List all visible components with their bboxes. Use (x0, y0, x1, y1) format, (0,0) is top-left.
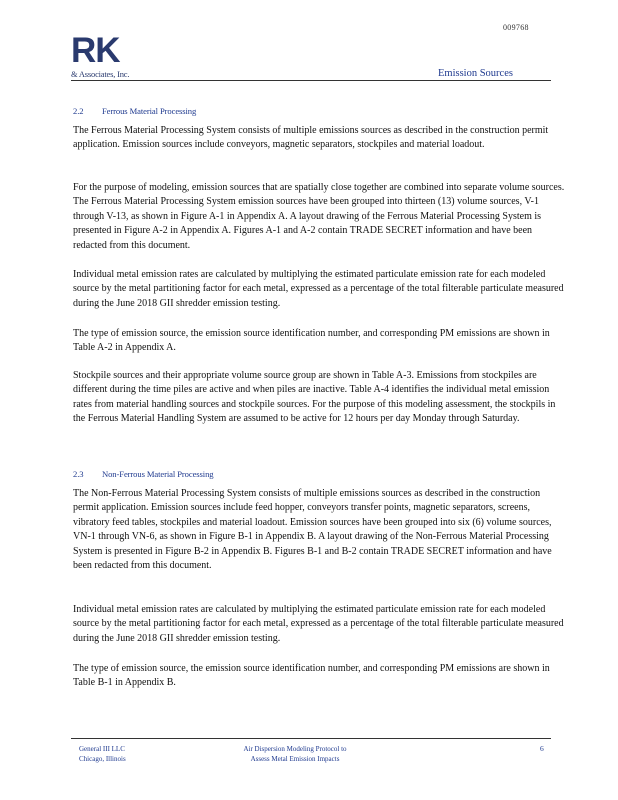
section-title: Non-Ferrous Material Processing (102, 469, 214, 479)
section-title: Ferrous Material Processing (102, 106, 197, 116)
section-heading-2-2 (73, 106, 196, 116)
logo-subtitle: & Associates, Inc. (71, 69, 130, 79)
paragraph: Individual metal emission rates are calculated by multiplying the estimated particulate emission rate for each modeled source by the metal partitioning factor for each metal, expressed as a percentage of the total filterable particulate measured during the June 2018 GII shredder emission testing. (73, 269, 564, 309)
section-number: 2.3 (73, 469, 84, 479)
logo-letters: RK (71, 31, 120, 70)
footer-client-name: General III LLC (79, 745, 125, 753)
paragraph: For the purpose of modeling, emission sources that are spatially close together are combined into separate volume sources. The Ferrous Material Processing System emission sources have been grouped into thirteen (13) volume sources, V-1 through V-13, as shown in Figure A-1 in Appendix A. A layout drawing of the Ferrous Material Processing System is presented in Figure A-2 in Appendix A. Figures A-1 and A-2 contain TRADE SECRET information and have been redacted from this document. (73, 182, 565, 251)
footer-document-title (240, 744, 350, 764)
header-rule (71, 80, 551, 81)
section-number: 2.2 (73, 106, 84, 116)
paragraph: The type of emission source, the emission source identification number, and corresponding PM emissions are shown in Table A-2 in Appendix A. (73, 328, 550, 354)
running-header-title: Emission Sources (438, 68, 513, 79)
paragraph: Individual metal emission rates are calculated by multiplying the estimated particulate emission rate for each modeled source by the metal partitioning factor for each metal, expressed as a percentage of the total filterable particulate measured during the June 2018 GII shredder emission testing. (73, 604, 564, 644)
footer-rule (71, 738, 551, 739)
paragraph: Stockpile sources and their appropriate volume source group are shown in Table A-3. Emissions from stockpiles are different during the time piles are active and when piles are inactive. Table A-4 identifies the individual metal emission rates from material handling sources and stockpile sources. For the purpose of this modeling assessment, the stockpils in the Ferrous Material Handling System are assumed to be active for 12 hours per day Monday through Saturday. (73, 370, 556, 425)
paragraph: The type of emission source, the emission source identification number, and corresponding PM emissions are shown in Table B-1 in Appendix B. (73, 663, 550, 689)
page-number: 6 (540, 744, 544, 753)
footer-client-location: Chicago, Illinois (79, 755, 126, 763)
paragraph: The Non-Ferrous Material Processing System consists of multiple emissions sources as described in the construction permit application. Emission sources include feed hopper, conveyors transfer points, magnetic separators, screens, vibratory feed tables, stockpiles and material loadout. Emission sources have been grouped into six (6) volume sources, VN-1 through VN-6, as shown in Figure B-1 in Appendix B. A layout drawing of the Non-Ferrous Material Processing System is presented in Figure B-2 in Appendix B. Figures B-1 and B-2 contain TRADE SECRET information and have been redacted from this document. (73, 488, 552, 572)
document-number: 009768 (503, 23, 529, 32)
footer-client (79, 744, 126, 764)
footer-title-line: Assess Metal Emission Impacts (250, 755, 340, 763)
paragraph: The Ferrous Material Processing System consists of multiple emissions sources as described in the construction permit application. Emission sources include conveyors, magnetic separators, stockpiles and material loadout. (73, 125, 549, 151)
footer-title-line: Air Dispersion Modeling Protocol to (243, 745, 347, 753)
section-heading-2-3 (73, 469, 213, 479)
company-logo (71, 31, 135, 79)
